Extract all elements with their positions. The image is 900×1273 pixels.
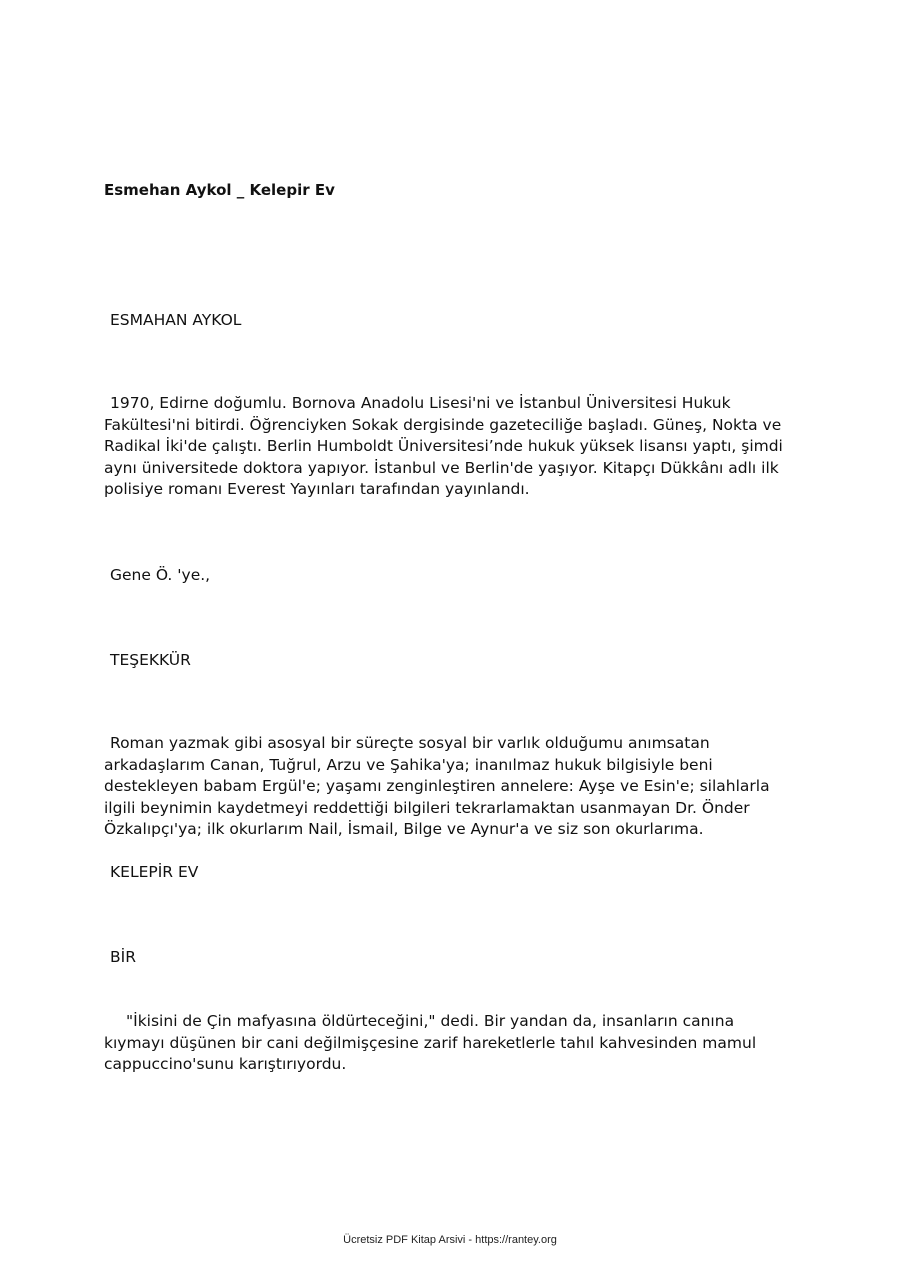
page-footer: Ücretsiz PDF Kitap Arsivi - https://rantey.org bbox=[343, 1234, 557, 1246]
document-title: Esmehan Aykol _ Kelepir Ev bbox=[104, 181, 335, 199]
dedication-text: Gene Ö. 'ye., bbox=[110, 566, 211, 584]
author-heading: ESMAHAN AYKOL bbox=[110, 311, 242, 329]
book-title-heading: KELEPİR EV bbox=[110, 863, 199, 881]
thanks-heading: TEŞEKKÜR bbox=[110, 651, 191, 669]
chapter-heading: BİR bbox=[110, 948, 136, 966]
thanks-paragraph: Roman yazmak gibi asosyal bir süreçte sosyal bir varlık olduğumu anımsatan arkadaşlarım Canan, Tuğrul, Arzu ve Şahika'ya; inanılmaz hukuk bilgisiyle beni destekleyen babam Ergül'e; yaşamı zenginleştiren annelere: Ayşe ve Esin'e; silahlarla ilgili beynimin kaydetmeyi reddettiği bilgileri tekrarlamaktan usanmayan Dr. Önder Özkalıpçı'ya; ilk okurlarım Nail, İsmail, Bilge ve Aynur'a ve siz son okurlarıma. bbox=[104, 734, 770, 838]
opening-paragraph: "İkisini de Çin mafyasına öldürteceğini," dedi. Bir yandan da, insanların canına kıymayı düşünen bir cani değilmişçesine zarif hareketlerle tahıl kahvesinden mamul cappuccino'sunu karıştırıyordu. bbox=[104, 1012, 757, 1073]
author-bio-paragraph: 1970, Edirne doğumlu. Bornova Anadolu Lisesi'ni ve İstanbul Üniversitesi Hukuk Fakültesi'ni bitirdi. Öğrenciyken Sokak dergisinde gazeteciliğe başladı. Güneş, Nokta ve Radikal İki'de çalıştı. Berlin Humboldt Üniversitesi’nde hukuk yüksek lisansı yaptı, şimdi aynı üniversitede doktora yapıyor. İstanbul ve Berlin'de yaşıyor. Kitapçı Dükkânı adlı ilk polisiye romanı Everest Yayınları tarafından yayınlandı. bbox=[104, 394, 783, 498]
